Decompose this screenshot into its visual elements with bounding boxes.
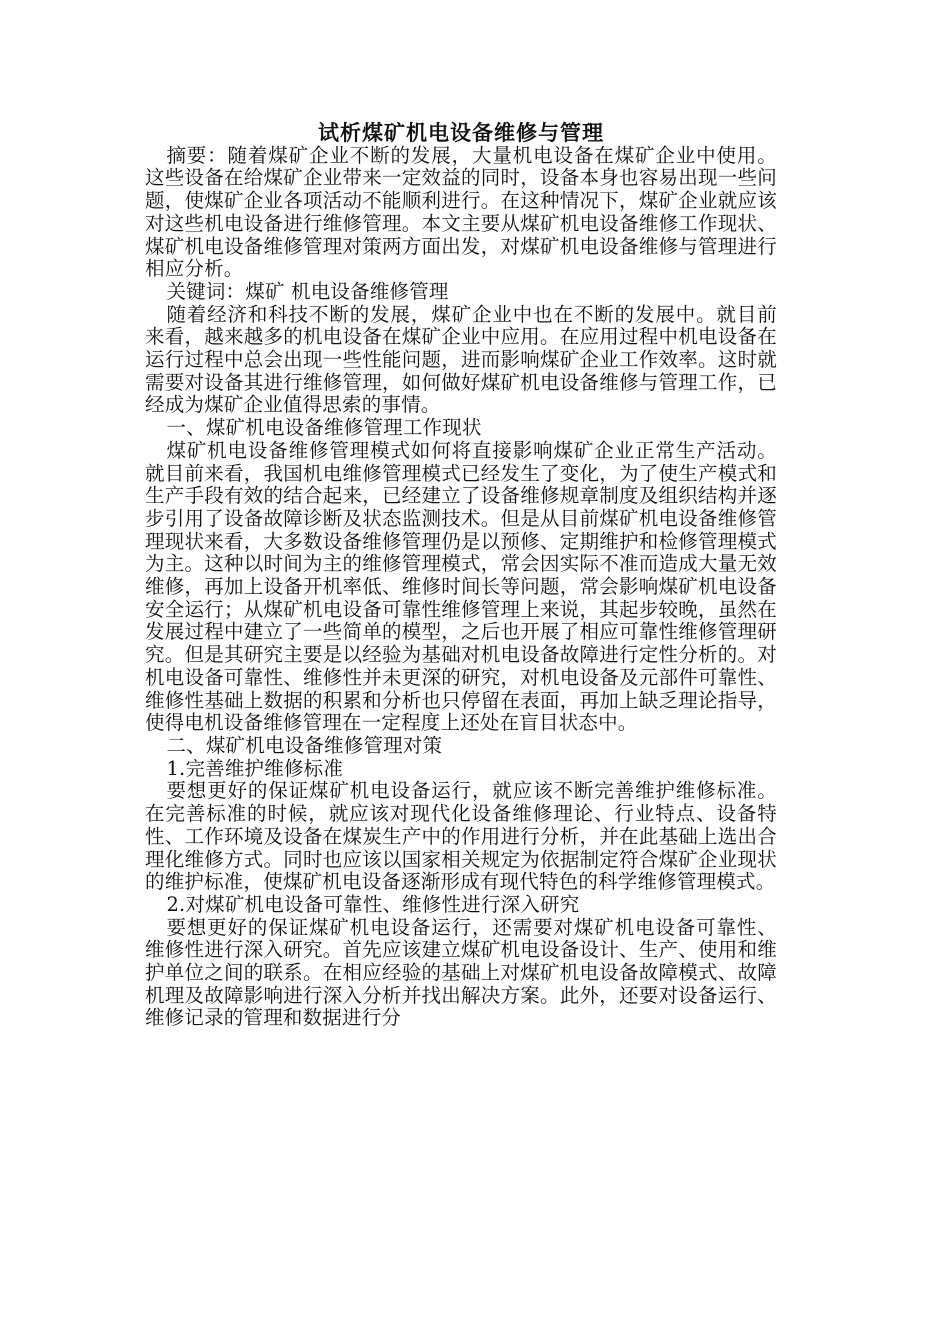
section-1-heading: 一、煤矿机电设备维修管理工作现状 xyxy=(166,416,482,440)
document-title: 试析煤矿机电设备维修与管理 xyxy=(318,120,604,145)
section-2-heading: 二、煤矿机电设备维修管理对策 xyxy=(166,733,443,757)
intro-paragraph: 随着经济和科技不断的发展，煤矿企业中也在不断的发展中。就目前来看，越来越多的机电设备在煤矿企业中应用。在应用过程中机电设备在运行过程中总会出现一些性能问题，进而影响煤矿企业工作效率。这时就需要对设备其进行维修管理，如何做好煤矿机电设备维修与管理工作，已经成为煤矿企业值得思索的事情。 xyxy=(145,302,777,417)
subsection-1-heading: 1.完善维护维修标准 xyxy=(166,756,344,780)
subsection-2-paragraph: 要想更好的保证煤矿机电设备运行，还需要对煤矿机电设备可靠性、维修性进行深入研究。首先应该建立煤矿机电设备设计、生产、使用和维护单位之间的联系。在相应经验的基础上对煤矿机电设备故障模式、故障机理及故障影响进行深入分析并找出解决方案。此外，还要对设备运行、维修记录的管理和数据进行分 xyxy=(145,915,777,1030)
section-1-paragraph: 煤矿机电设备维修管理模式如何将直接影响煤矿企业正常生产活动。就目前来看，我国机电维修管理模式已经发生了变化，为了使生产模式和生产手段有效的结合起来，已经建立了设备维修规章制度及组织结构并逐步引用了设备故障诊断及状态监测技术。但是从目前煤矿机电设备维修管理现状来看，大多数设备维修管理仍是以预修、定期维护和检修管理模式为主。这种以时间为主的维修管理模式，常会因实际不准而造成大量无效维修，再加上设备开机率低、维修时间长等问题，常会影响煤矿机电设备安全运行；从煤矿机电设备可靠性维修管理上来说，其起步较晚，虽然在发展过程中建立了一些简单的模型，之后也开展了相应可靠性维修管理研究。但是其研究主要是以经验为基础对机电设备故障进行定性分析的。对机电设备可靠性、维修性并未更深的研究，对机电设备及元部件可靠性、维修性基础上数据的积累和分析也只停留在表面，再加上缺乏理论指导，使得电机设备维修管理在一定程度上还处在盲目状态中。 xyxy=(145,438,777,735)
abstract-paragraph: 摘要：随着煤矿企业不断的发展，大量机电设备在煤矿企业中使用。这些设备在给煤矿企业带来一定效益的同时，设备本身也容易出现一些问题，使煤矿企业各项活动不能顺利进行。在这种情况下，煤矿企业就应该对这些机电设备进行维修管理。本文主要从煤矿机电设备维修工作现状、煤矿机电设备维修管理对策两方面出发，对煤矿机电设备维修与管理进行相应分析。 xyxy=(145,143,777,281)
document-page xyxy=(145,122,777,1030)
subsection-2-heading: 2.对煤矿机电设备可靠性、维修性进行深入研究 xyxy=(166,892,580,916)
subsection-1-paragraph: 要想更好的保证煤矿机电设备运行，就应该不断完善维护维修标准。在完善标准的时候，就应该对现代化设备维修理论、行业特点、设备特性、工作环境及设备在煤炭生产中的作用进行分析，并在此基础上选出合理化维修方式。同时也应该以国家相关规定为依据制定符合煤矿企业现状的维护标准，使煤矿机电设备逐渐形成有现代特色的科学维修管理模式。 xyxy=(145,779,777,894)
keywords-line: 关键词：煤矿 机电设备维修管理 xyxy=(166,279,449,303)
